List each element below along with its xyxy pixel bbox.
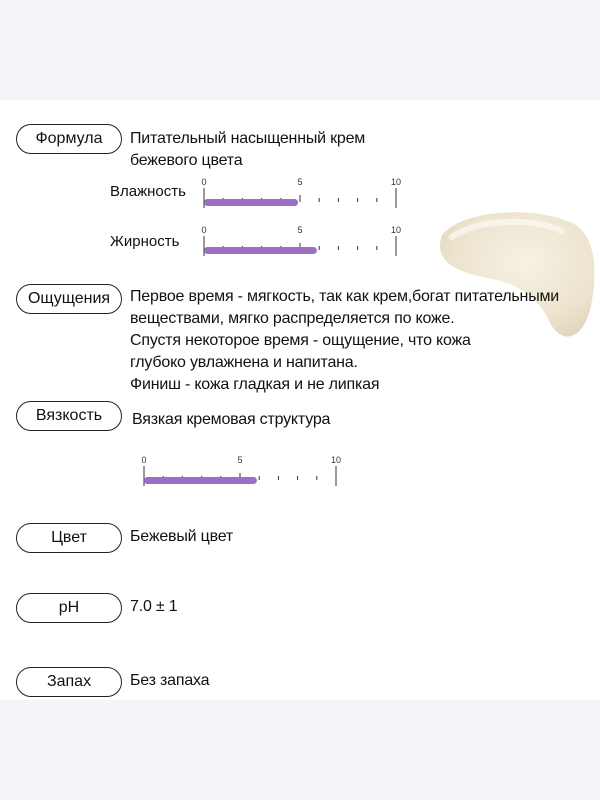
product-info-card [0, 100, 600, 700]
moisture-scale [200, 172, 410, 212]
smell-badge [16, 667, 122, 697]
smell-label: Запах [46, 673, 92, 690]
scale-value-bar [144, 477, 257, 484]
sensations-description [130, 286, 559, 396]
scale-tick-label: 0 [201, 177, 207, 187]
oiliness-label: Жирность [110, 233, 180, 250]
viscosity-scale [140, 450, 350, 490]
scale-tick-label: 5 [237, 455, 243, 465]
scale-tick-label: 0 [141, 455, 147, 465]
formula-line: Питательный насыщенный крем [130, 130, 366, 147]
smell-description: Без запаха [130, 672, 210, 689]
moisture-label: Влажность [110, 183, 186, 200]
viscosity-badge [16, 401, 122, 431]
scale-tick-label: 10 [390, 225, 402, 235]
color-badge [16, 523, 122, 553]
scale-value-bar [204, 247, 317, 254]
scale-value-bar [204, 199, 298, 206]
viscosity-label: Вязкость [35, 407, 103, 424]
scale-tick-label: 5 [297, 177, 303, 187]
formula-label: Формула [35, 130, 103, 147]
ph-label: pH [58, 599, 80, 616]
sensations-line: Финиш - кожа гладкая и не липкая [130, 376, 380, 393]
scale-tick-label: 10 [330, 455, 342, 465]
sensations-line: веществами, мягко распределяется по коже. [130, 310, 455, 327]
color-description: Бежевый цвет [130, 528, 233, 545]
sensations-line: глубоко увлажнена и напитана. [130, 354, 358, 371]
sensations-line: Спустя некоторое время - ощущение, что кожа [130, 332, 471, 349]
oiliness-scale [200, 220, 410, 260]
formula-line: бежевого цвета [130, 152, 243, 169]
formula-description [130, 128, 365, 172]
sensations-line: Первое время - мягкость, так как крем,богат питательными [130, 288, 560, 305]
scale-tick-label: 0 [201, 225, 207, 235]
color-label: Цвет [51, 529, 87, 546]
ph-badge [16, 593, 122, 623]
scale-tick-label: 5 [297, 225, 303, 235]
ph-value: 7.0 ± 1 [130, 598, 178, 615]
sensations-label: Ощущения [27, 290, 111, 307]
sensations-badge [16, 284, 122, 314]
scale-tick-label: 10 [390, 177, 402, 187]
formula-badge [16, 124, 122, 154]
viscosity-description: Вязкая кремовая структура [132, 411, 331, 428]
